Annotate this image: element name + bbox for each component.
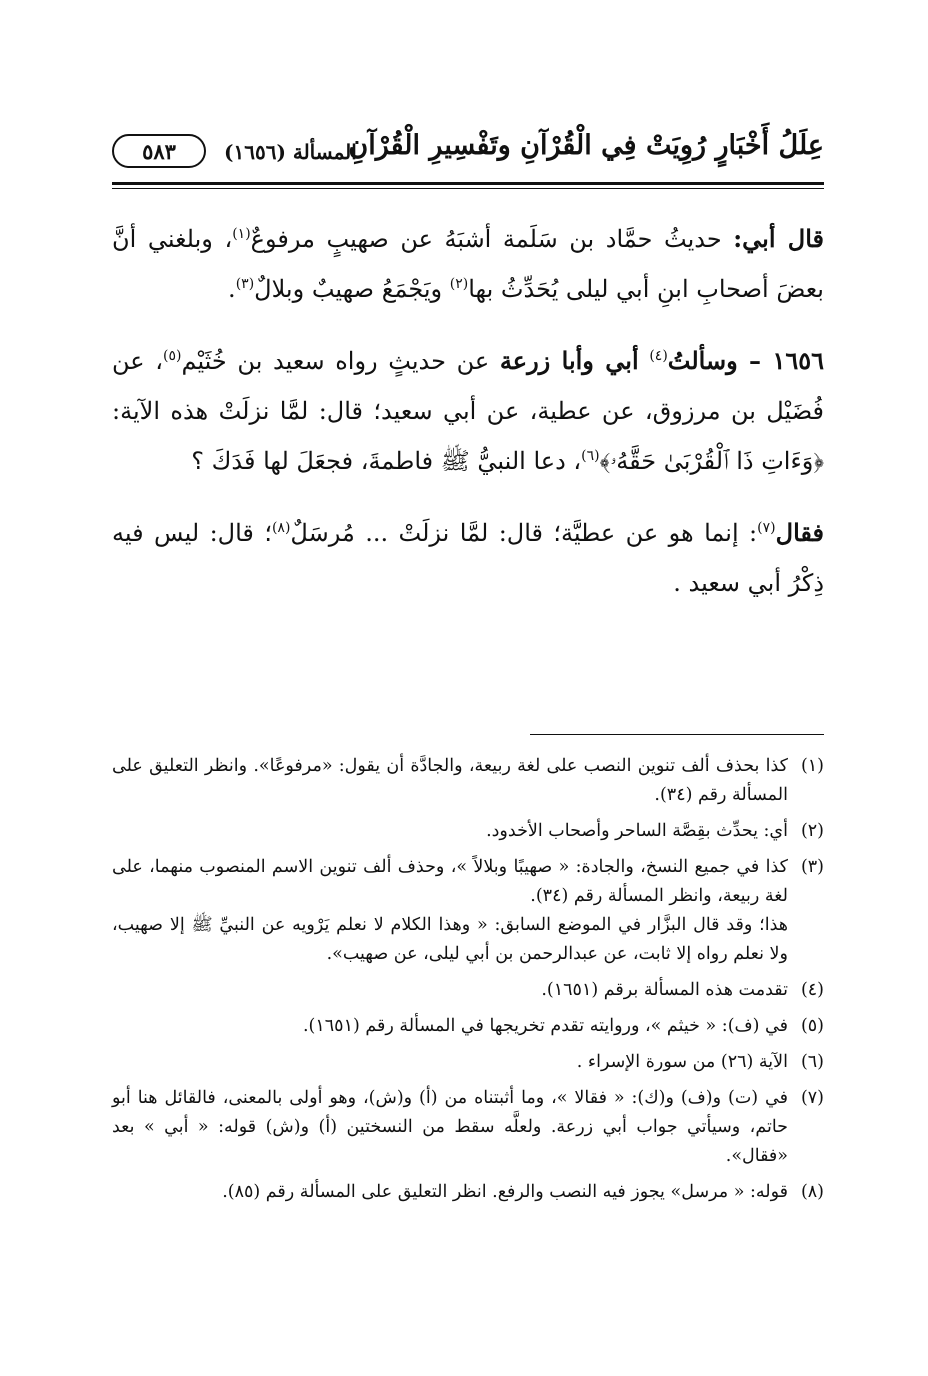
- footnote-ref[interactable]: (٤): [649, 348, 668, 364]
- footnote-number: (٥): [800, 1016, 824, 1036]
- footnote-text: هذا؛ وقد قال البزَّار في الموضع السابق: « وهذا الكلام لا نعلم يَرْويه عن النبيِّ ﷺ إلا صهيب، ولا نعلم رواه إلا ثابت، عن عبدالرحمن بن أبي ليلى، عن صهيب».: [112, 915, 788, 964]
- footnote-text: أي: يحدِّث بقِصَّة الساحر وأصحاب الأخدود.: [486, 821, 788, 841]
- footnote-number: (٦): [800, 1052, 824, 1072]
- footnote-text: قوله: « مرسل» يجوز فيه النصب والرفع. انظر التعليق على المسألة رقم (٨٥).: [222, 1182, 788, 1202]
- footnote-ref[interactable]: (١): [232, 226, 251, 242]
- footnotes: [112, 752, 824, 1214]
- footnote-number: (١): [800, 756, 824, 776]
- footnote-rule: [530, 734, 824, 735]
- running-title: عِلَلُ أَخْبَارٍ رُوِيَتْ فِي الْقُرْآنِ وتَفْسِيرِ الْقُرْآنِ: [348, 130, 824, 161]
- issue-label: المسألة (١٦٥٦): [224, 140, 357, 164]
- speaker-label: قال أبي:: [733, 224, 824, 253]
- footnote-ref[interactable]: (٦): [581, 448, 600, 464]
- paragraph-3: [112, 508, 824, 608]
- paragraph-text: عن حديثٍ رواه سعيد بن خُثَيْم: [181, 347, 490, 375]
- footnote-ref[interactable]: (٨): [271, 520, 291, 536]
- footnote-ref[interactable]: (٥): [163, 348, 182, 364]
- footnote-number: (٣): [800, 857, 824, 877]
- paragraph-text: ، عن فُضَيْل بن مرزوق، عن عطية، عن أبي سعيد؛ قال: لمَّا نزلَتْ هذه الآية: ﴿وَءَاتِ ذَا ٱلْقُرْبَىٰ حَقَّهُۥ﴾: [112, 347, 824, 475]
- paragraph-text: ويَجْمَعُ صهيبٌ وبلالٌ: [254, 275, 443, 303]
- footnote: [112, 1178, 824, 1207]
- footnote-ref[interactable]: (٢): [449, 276, 469, 292]
- paragraph-text: ، وبلغني أنَّ بعضَ أصحابِ ابنِ أبي ليلى يُحَدِّثُ بها: [112, 225, 824, 303]
- footnote: [112, 976, 824, 1005]
- page-number-badge: ٥٨٣: [112, 134, 206, 168]
- main-text: [112, 214, 824, 630]
- footnote-text: في (ت) و(ف) و(ك): « فقالا »، وما أثبتناه من (أ) و(ش)، وهو أولى بالمعنى، فالقائل هنا أبو حاتم، وسيأتي جواب أبي زرعة. ولعلَّه سقط من النسختين (أ) و(ش) قوله: « أبي » بعد «فقال».: [112, 1088, 788, 1166]
- paragraph-text: ؛ قال: ليس فيه ذِكْرُ أبي سعيد .: [112, 519, 824, 597]
- footnote: [112, 1048, 824, 1077]
- paragraph-text: حديثُ حمَّاد بن سَلَمة أشبَهُ عن صهيبٍ مرفوعٌ: [250, 225, 722, 253]
- footnote: [112, 1084, 824, 1171]
- page-header: [112, 128, 824, 176]
- footnote-number: (٨): [800, 1182, 824, 1202]
- footnote-text: الآية (٢٦) من سورة الإسراء .: [576, 1052, 788, 1072]
- footnote: [112, 752, 824, 810]
- narrators-label: أبي وأبا زرعة: [499, 346, 639, 375]
- issue-heading: ١٦٥٦ – وسألتُ: [667, 346, 825, 375]
- paragraph-text: : إنما هو عن عطيَّة؛ قال: لمَّا نزلَتْ ... مُرسَلٌ: [290, 519, 758, 547]
- footnote-text: في (ف): « خيثم »، وروايته تقدم تخريجها في المسألة رقم (١٦٥١).: [302, 1016, 788, 1036]
- footnote: [112, 853, 824, 969]
- footnote: [112, 817, 824, 846]
- footnote-ref[interactable]: (٣): [235, 276, 255, 292]
- footnote: [112, 1012, 824, 1041]
- footnote-text: كذا في جميع النسخ، والجادة: « صهيبًا وبلالاً »، وحذف ألف تنوين الاسم المنصوب منهما، على لغة ربيعة، وانظر المسألة رقم (٣٤).: [112, 857, 788, 906]
- footnote-number: (٤): [800, 980, 824, 1000]
- footnote-text: تقدمت هذه المسألة برقم (١٦٥١).: [541, 980, 788, 1000]
- footnote-number: (٢): [800, 821, 824, 841]
- speaker-label: فقال: [775, 518, 824, 547]
- paragraph-2: [112, 336, 824, 486]
- header-rule: [112, 182, 824, 189]
- paragraph-1: [112, 214, 824, 314]
- footnote-ref[interactable]: (٧): [757, 520, 776, 536]
- footnote-number: (٧): [800, 1088, 824, 1108]
- paragraph-text: ، دعا النبيُّ ﷺ فاطمةَ، فجعَلَ لها فَدَكَ ؟: [191, 447, 582, 475]
- paragraph-text: .: [228, 275, 236, 303]
- footnote-text: كذا بحذف ألف تنوين النصب على لغة ربيعة، والجادَّة أن يقول: «مرفوعًا». وانظر التعليق على المسألة رقم (٣٤).: [112, 756, 788, 805]
